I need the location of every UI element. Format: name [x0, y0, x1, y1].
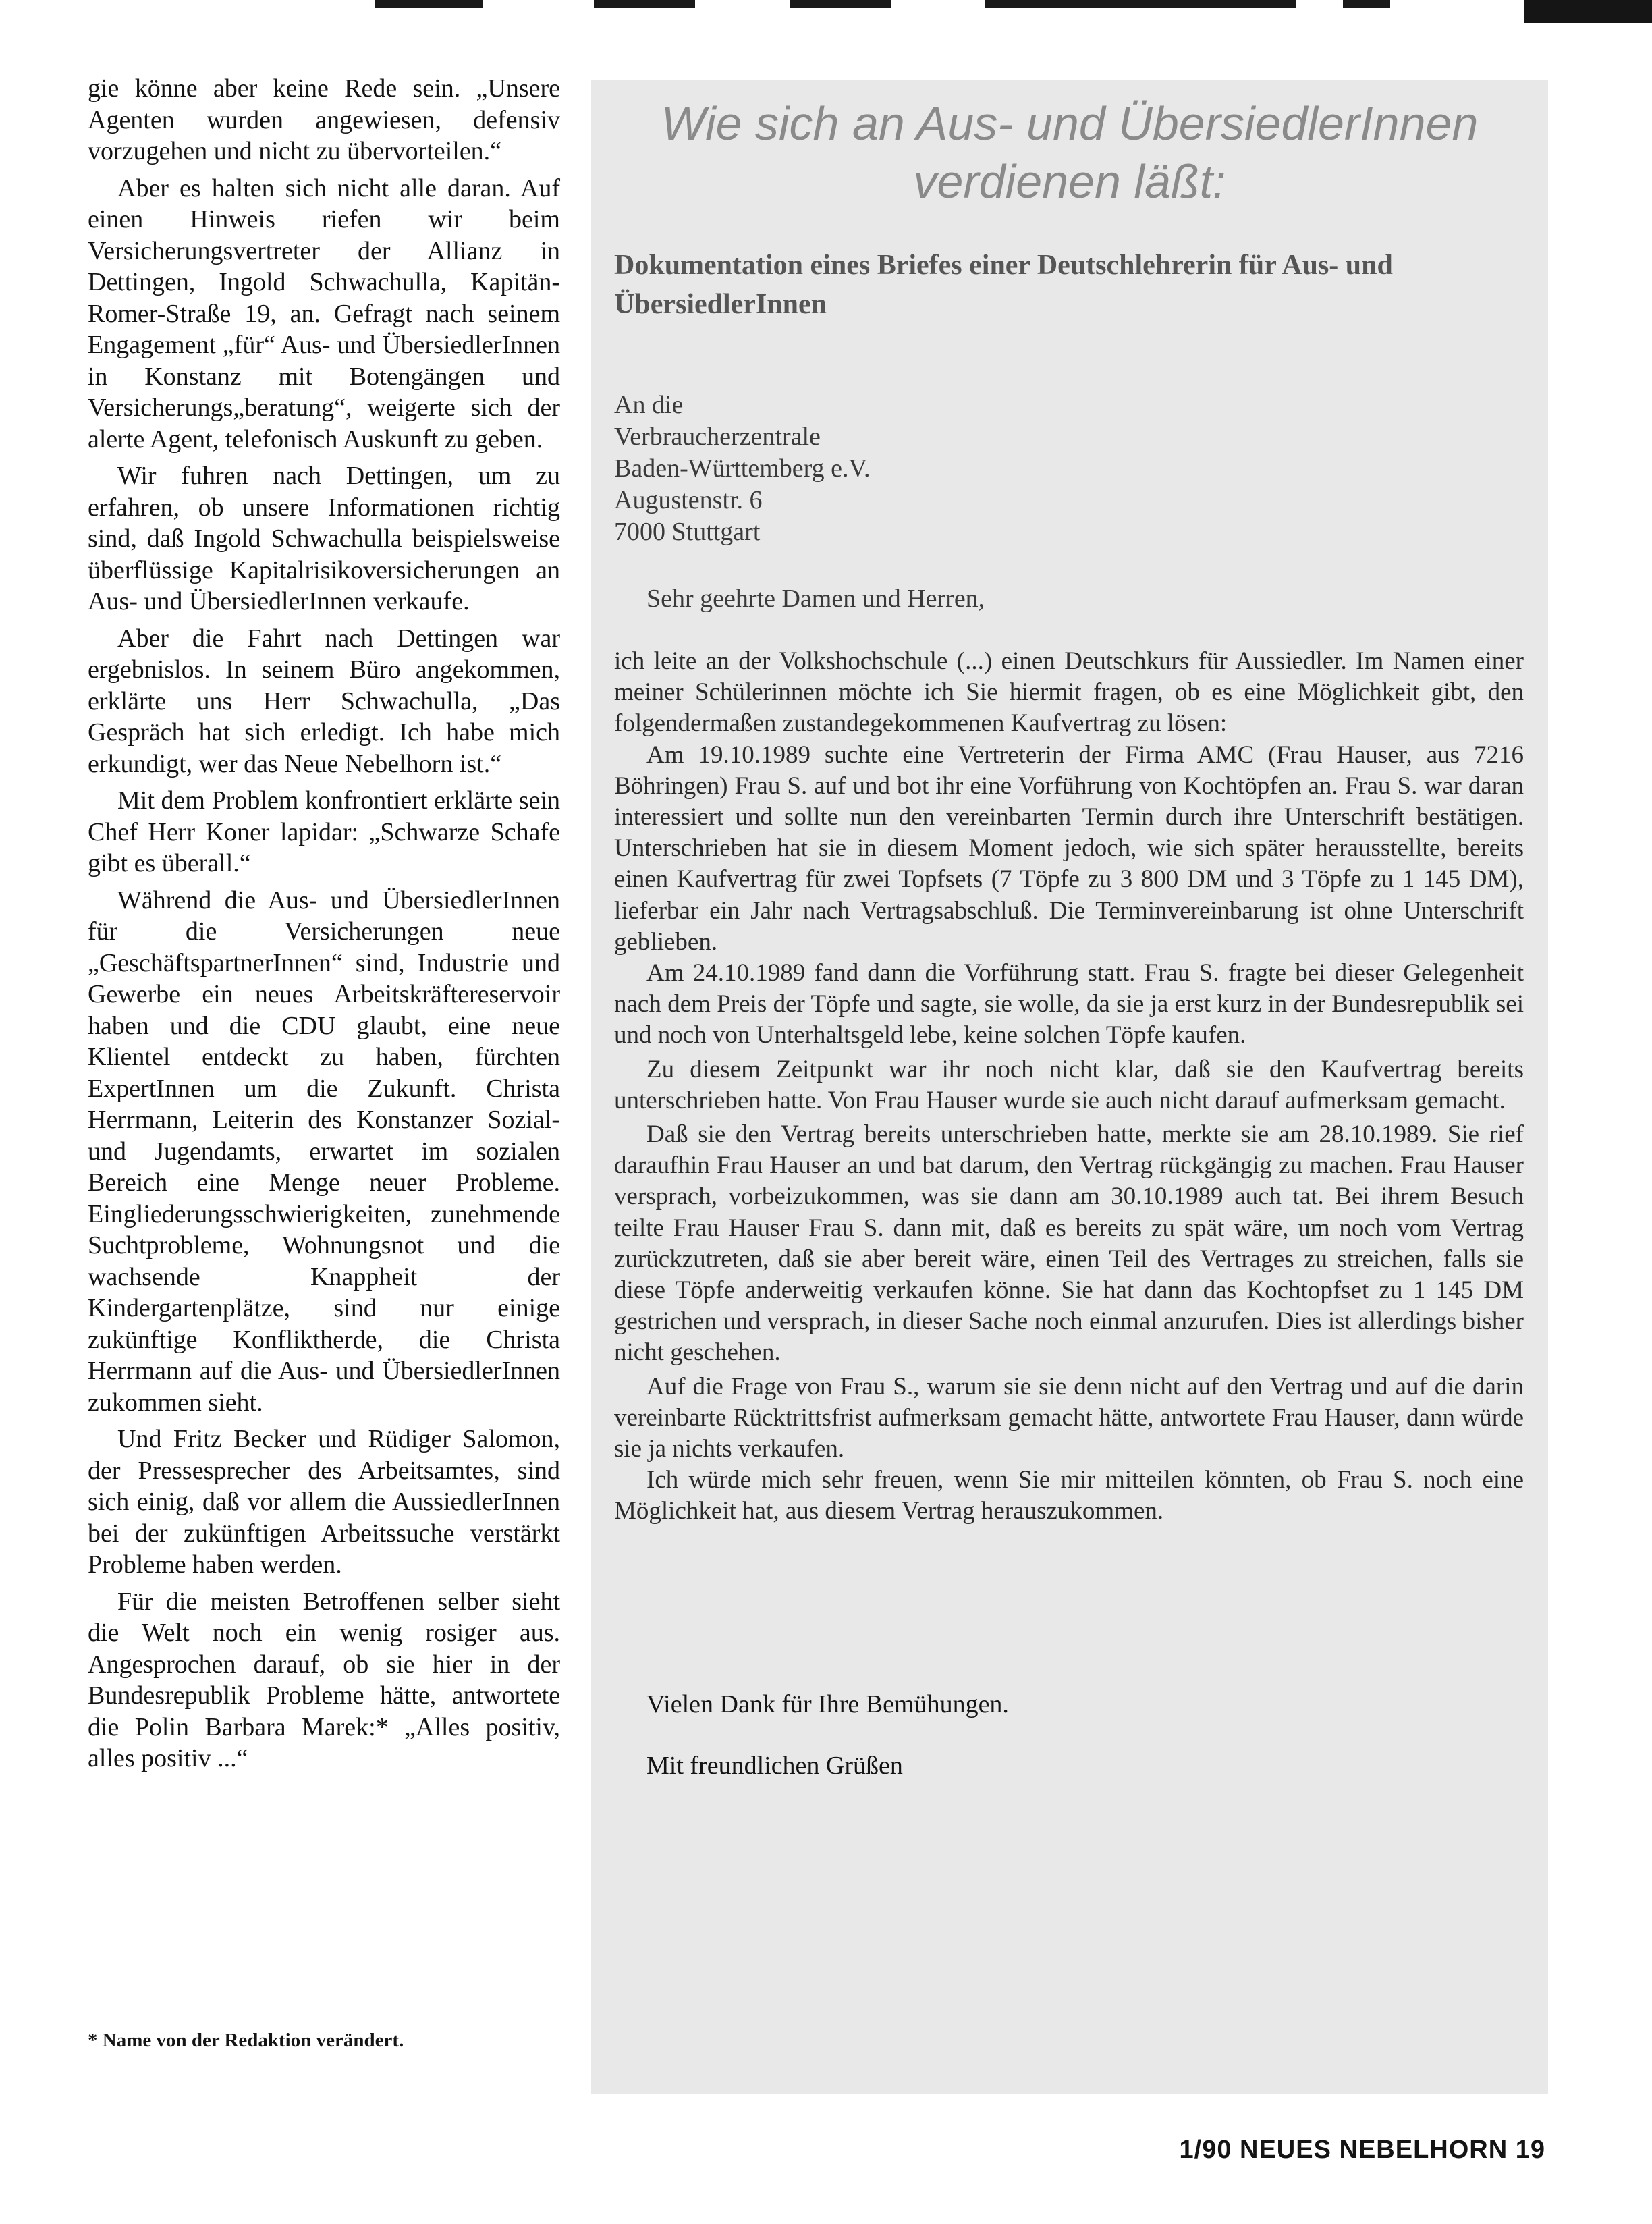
- article-paragraph: Aber es halten sich nicht alle daran. Auf einen Hinweis riefen wir beim Versicherungsvertreter der Allianz in Dettingen, Ingold Schwachulla, Kapitän-Romer-Straße 19, an. Gefragt nach seinem Engagement „für“ Aus- und ÜbersiedlerInnen in Konstanz mit Botengängen und Versicherungs„beratung“, weigerte sich der alerte Agent, telefonisch Auskunft zu geben.: [88, 173, 560, 454]
- letter-body: [614, 646, 1524, 1527]
- letter-closing-regards: Mit freundlichen Grüßen: [646, 1752, 903, 1780]
- left-article-column: [88, 73, 560, 1780]
- letter-paragraph: Zu diesem Zeitpunkt war ihr noch nicht klar, daß sie den Kaufvertrag bereits unterschrieben hatte. Von Frau Hauser wurde sie auch nicht darauf aufmerksam gemacht.: [614, 1055, 1524, 1114]
- letter-paragraph: Am 19.10.1989 suchte eine Vertreterin der Firma AMC (Frau Hauser, aus 7216 Böhringen) Frau S. auf und bot ihr eine Vorführung von Kochtöpfen an. Frau S. war daran interessiert und sollte nun den vereinbarten Termin durch ihre Unterschrift bestätigen. Unterschrieben hat sie in diesem Moment jedoch, wie sich später herausstellte, bereits einen Kaufvertrag für zwei Topfsets (7 Töpfe zu 3 800 DM und 3 Töpfe zu 1 145 DM), lieferbar ein Jahr nach Vertragsabschluß. Die Terminvereinbarung ist ohne Unterschrift geblieben.: [614, 740, 1524, 956]
- letter-salutation: Sehr geehrte Damen und Herren,: [646, 585, 985, 613]
- address-line: Verbraucherzentrale: [614, 423, 821, 451]
- letter-subtitle: Dokumentation eines Briefes einer Deutschlehrerin für Aus- und ÜbersiedlerInnen: [614, 250, 1393, 320]
- letter-headline: Wie sich an Aus- und ÜbersiedlerInnen verdienen läßt:: [661, 97, 1479, 208]
- top-edge-decoration: [0, 0, 1652, 20]
- article-paragraph: Mit dem Problem konfrontiert erklärte sein Chef Herr Koner lapidar: „Schwarze Schafe gibt es überall.“: [88, 786, 560, 877]
- letter-paragraph: Auf die Frage von Frau S., warum sie sie denn nicht auf den Vertrag und auf die darin vereinbarte Rücktrittsfrist aufmerksam gemacht hätte, antwortete Frau Hauser, dann würde sie ja nichts verkaufen.: [614, 1372, 1524, 1463]
- article-paragraph: Aber die Fahrt nach Dettingen war ergebnislos. In seinem Büro angekommen, erklärte uns Herr Schwachulla, „Das Gespräch hat sich erledigt. Ich habe mich erkundigt, wer das Neue Nebelhorn ist.“: [88, 624, 560, 778]
- letter-paragraph: Ich würde mich sehr freuen, wenn Sie mir mitteilen könnten, ob Frau S. noch eine Möglichkeit hat, aus diesem Vertrag herauszukommen.: [614, 1466, 1524, 1525]
- recipient-address: [614, 389, 1154, 548]
- footnote: * Name von der Redaktion verändert.: [88, 2030, 404, 2051]
- address-line: Augustenstr. 6: [614, 486, 763, 514]
- letter-paragraph: Am 24.10.1989 fand dann die Vorführung statt. Frau S. fragte bei dieser Gelegenheit nach dem Preis der Töpfe und sagte, sie wolle, da sie ja erst kurz in der Bundesrepublik sei und noch von Unterhaltsgeld lebe, keine solchen Töpfe kaufen.: [614, 959, 1524, 1050]
- address-line: An die: [614, 391, 684, 419]
- article-paragraph: Und Fritz Becker und Rüdiger Salomon, der Pressesprecher des Arbeitsamtes, sind sich einig, daß vor allem die AussiedlerInnen bei der zukünftigen Arbeitssuche verstärkt Probleme haben werden.: [88, 1425, 560, 1579]
- page-footer: 1/90 NEUES NEBELHORN 19: [1179, 2136, 1545, 2164]
- address-line: Baden-Württemberg e.V.: [614, 454, 871, 483]
- article-paragraph: Während die Aus- und ÜbersiedlerInnen für die Versicherungen neue „GeschäftspartnerInnen“ sind, Industrie und Gewerbe ein neues Arbeitskräftereservoir haben und die CDU glaubt, eine neue Klientel entdeckt zu haben, fürchten ExpertInnen um die Zukunft. Christa Herrmann, Leiterin des Konstanzer Sozial- und Jugendamts, erwartet im sozialen Bereich eine Menge neuer Probleme. Eingliederungsschwierigkeiten, zunehmende Suchtprobleme, Wohnungsnot und die wachsende Knappheit der Kindergartenplätze, sind nur einige zukünftige Konfliktherde, die Christa Herrmann auf die Aus- und ÜbersiedlerInnen zukommen sieht.: [88, 886, 560, 1417]
- article-paragraph: gie könne aber keine Rede sein. „Unsere Agenten wurden angewiesen, defensiv vorzugehen und nicht zu übervorteilen.“: [88, 74, 560, 165]
- article-paragraph: Wir fuhren nach Dettingen, um zu erfahren, ob unsere Informationen richtig sind, daß Ingold Schwachulla beispielsweise überflüssige Kapitalrisikoversicherungen an Aus- und ÜbersiedlerInnen verkaufe.: [88, 462, 560, 616]
- letter-closing-thanks: Vielen Dank für Ihre Bemühungen.: [646, 1690, 1009, 1718]
- letter-paragraph: Daß sie den Vertrag bereits unterschrieben hatte, merkte sie am 28.10.1989. Sie rief daraufhin Frau Hauser an und bat darum, den Vertrag rückgängig zu machen. Frau Hauser versprach, vorbeizukommen, was sie dann am 30.10.1989 auch tat. Bei ihrem Besuch teilte Frau Hauser Frau S. dann mit, daß es bereits zu spät wäre, um noch vom Vertrag zurückzutreten, daß sie aber bereit wäre, einen Teil des Vertrages zu streichen, falls sie diese Töpfe anderweitig verkaufen könne. Sie hat dann das Kochtopfset zu 1 145 DM gestrichen und versprach, in dieser Sache noch einmal anzurufen. Dies ist allerdings bisher nicht geschehen.: [614, 1120, 1524, 1367]
- letter-paragraph: ich leite an der Volkshochschule (...) einen Deutschkurs für Aussiedler. Im Namen einer meiner Schülerinnen möchte ich Sie hiermit fragen, ob es eine Möglichkeit gibt, den folgendermaßen zustandegekommenen Kaufvertrag zu lösen:: [614, 647, 1524, 738]
- address-line: 7000 Stuttgart: [614, 518, 761, 546]
- article-paragraph: Für die meisten Betroffenen selber sieht die Welt noch ein wenig rosiger aus. Angesprochen darauf, ob sie hier in der Bundesrepublik Probleme hätte, antwortete die Polin Barbara Marek:* „Alles positiv, alles positiv ...“: [88, 1587, 560, 1772]
